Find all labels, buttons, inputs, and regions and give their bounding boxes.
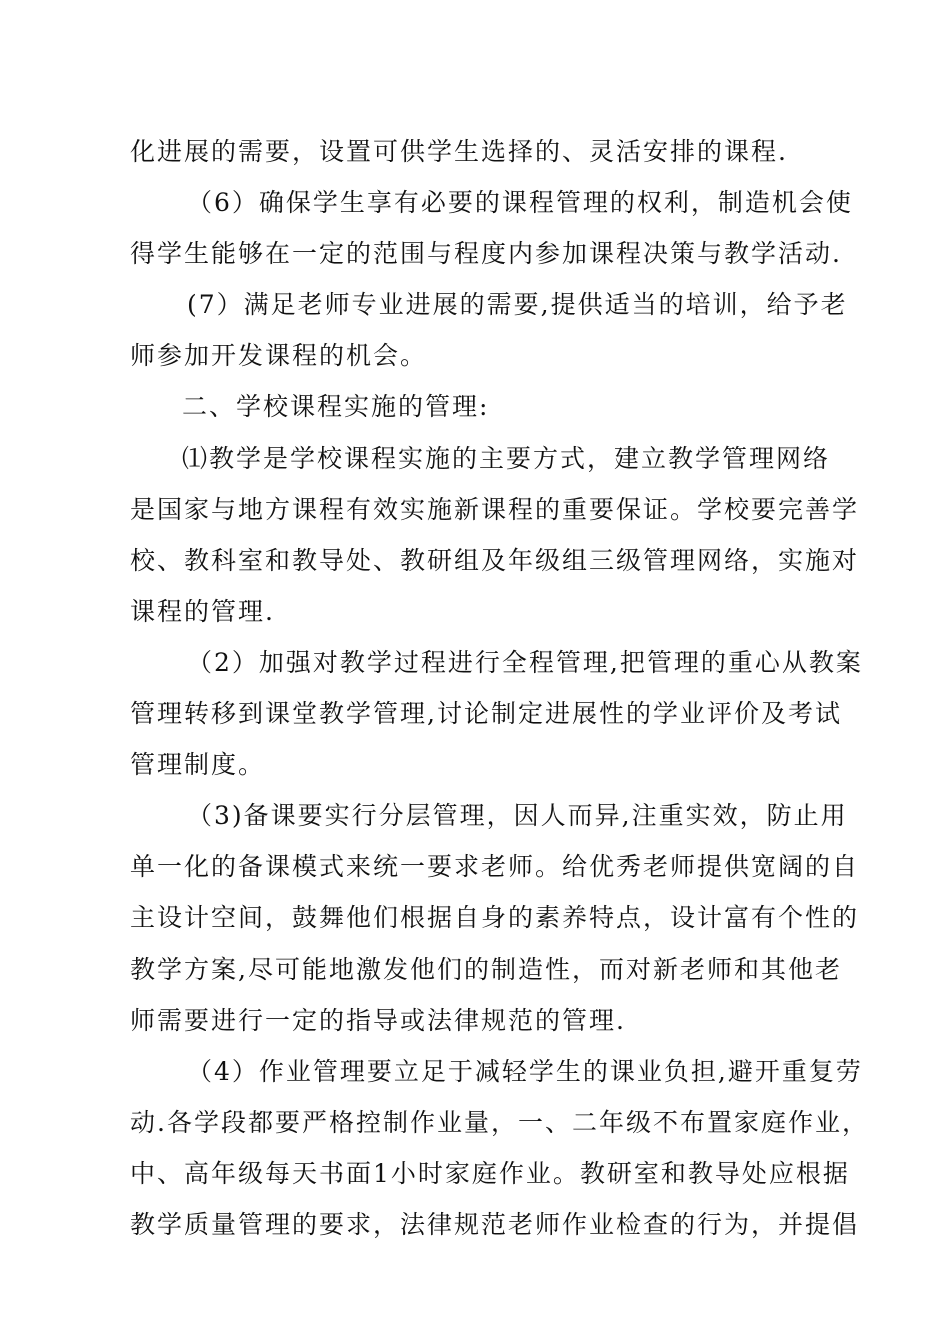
text-line: 课程的管理. — [130, 596, 275, 626]
text-line: 校、教科室和教导处、教研组及年级组三级管理网络，实施对 — [130, 545, 860, 575]
paragraph-1-line-1: ⑴教学是学校课程实施的主要方式，建立教学管理网络 — [182, 443, 831, 473]
document-body — [130, 126, 869, 1250]
section-heading: 二、学校课程实施的管理: — [182, 392, 490, 422]
text-line: 教学质量管理的要求，法律规范老师作业检查的行为，并提倡 — [130, 1209, 860, 1239]
text-line: 是国家与地方课程有效实施新课程的重要保证。学校要完善学 — [130, 494, 860, 524]
text-line: 师需要进行一定的指导或法律规范的管理. — [130, 1005, 626, 1035]
text-line: 师参加开发课程的机会。 — [130, 341, 428, 371]
text-line: 得学生能够在一定的范围与程度内参加课程决策与教学活动. — [130, 239, 842, 269]
text-line: 管理制度。 — [130, 750, 266, 780]
text-line: 单一化的备课模式来统一要求老师。给优秀老师提供宽阔的自 — [130, 852, 860, 882]
text-line: 中、高年级每天书面1小时家庭作业。教研室和教导处应根据 — [130, 1158, 850, 1188]
text-line: 主设计空间，鼓舞他们根据自身的素养特点，设计富有个性的 — [130, 903, 860, 933]
paragraph-6-line-1: （6）确保学生享有必要的课程管理的权利，制造机会使 — [187, 188, 853, 218]
text-line: 管理转移到课堂教学管理,讨论制定进展性的学业评价及考试 — [130, 699, 842, 729]
text-line: 动.各学段都要严格控制作业量，一、二年级不布置家庭作业， — [130, 1107, 869, 1137]
paragraph-2-line-1: （2）加强对教学过程进行全程管理,把管理的重心从教案 — [187, 647, 863, 677]
text-line: 教学方案,尽可能地激发他们的制造性，而对新老师和其他老 — [130, 954, 842, 984]
text-line: 化进展的需要，设置可供学生选择的、灵活安排的课程. — [130, 137, 788, 166]
paragraph-7-line-1: (7）满足老师专业进展的需要,提供适当的培训，给予老 — [187, 290, 848, 320]
paragraph-4-line-1: （4）作业管理要立足于减轻学生的课业负担,避开重复劳 — [187, 1056, 863, 1086]
paragraph-3-line-1: （3)备课要实行分层管理，因人而异,注重实效，防止用 — [187, 801, 848, 831]
